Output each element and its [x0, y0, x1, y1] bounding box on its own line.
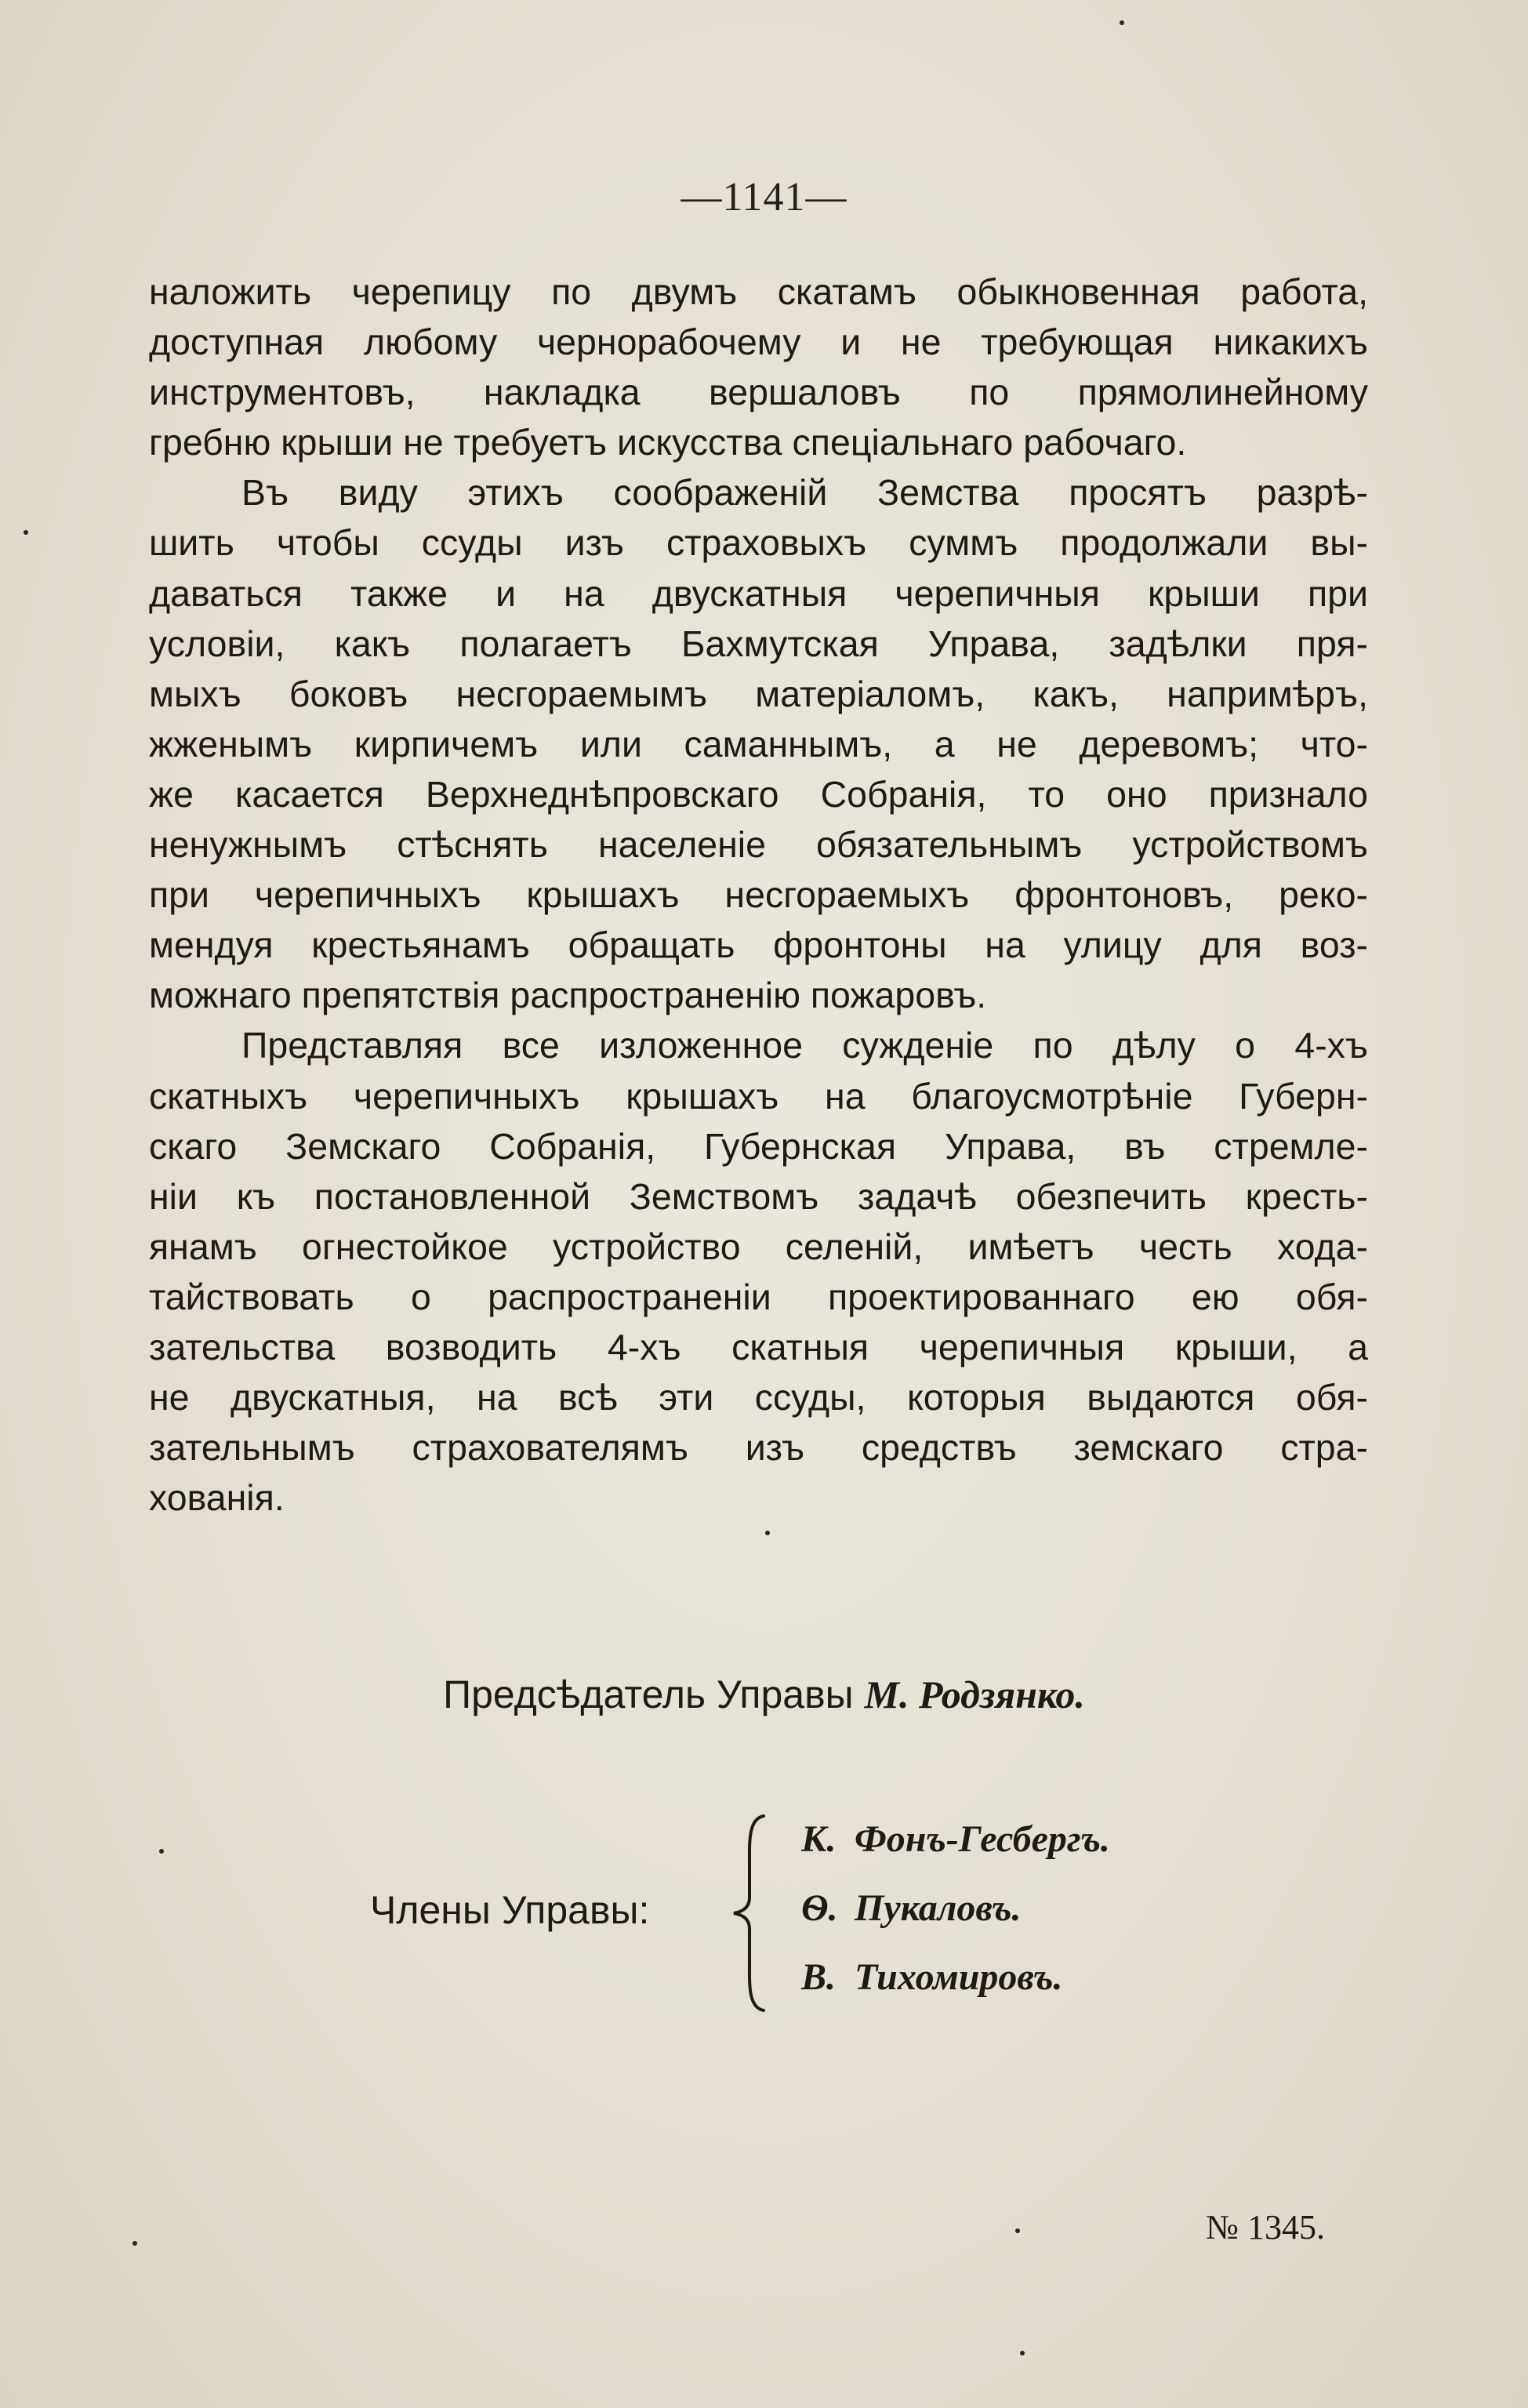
member-entry [801, 1887, 1022, 1930]
text-line: при черепичныхъ крышахъ несгораемыхъ фронтоновъ, реко- [149, 874, 1368, 916]
member-initial: Ѳ. [801, 1887, 838, 1929]
text-line: жженымъ кирпичемъ или саманнымъ, а не деревомъ; что- [149, 723, 1368, 765]
text-line: хованія. [149, 1477, 285, 1519]
chairman-label: Предсѣдатель Управы [443, 1673, 854, 1716]
text-line: зательства возводить 4-хъ скатныя черепичныя крыши, а [149, 1326, 1368, 1367]
speck [24, 530, 28, 535]
text-line: инструментовъ, накладка вершаловъ по прямолинейному [149, 372, 1368, 413]
text-line: Въ виду этихъ соображеній Земства просятъ разрѣ- [241, 472, 1368, 514]
speck [765, 1531, 770, 1535]
text-line: не двускатныя, на всѣ эти ссуды, которыя выдаются обя- [149, 1377, 1368, 1418]
member-name: Фонъ-Гесбергъ. [855, 1818, 1110, 1860]
text-line: доступная любому чернорабочему и не требующая никакихъ [149, 321, 1368, 363]
text-line: Представляя все изложенное сужденіе по дѣлу о 4-хъ [241, 1025, 1368, 1066]
member-name: Пукаловъ. [855, 1887, 1022, 1929]
speck [132, 2241, 137, 2246]
text-line: мыхъ боковъ несгораемымъ матеріаломъ, какъ, напримѣръ, [149, 673, 1368, 714]
text-line: наложить черепицу по двумъ скатамъ обыкновенная работа, [149, 271, 1368, 312]
text-line: даваться также и на двускатныя черепичныя крыши при [149, 572, 1368, 614]
chairman-signature-line [0, 1672, 1528, 1717]
text-line: условіи, какъ полагаетъ Бахмутская Управа, задѣлки пря- [149, 623, 1368, 664]
member-initial: В. [801, 1956, 837, 1998]
text-line: ненужнымъ стѣснять населеніе обязательнымъ устройствомъ [149, 824, 1368, 866]
text-line: можнаго препятствія распространенію пожаровъ. [149, 975, 987, 1016]
speck [1120, 20, 1124, 25]
text-line: мендуя крестьянамъ обращать фронтоны на улицу для воз- [149, 924, 1368, 966]
body-text [149, 267, 1368, 1523]
text-line: шить чтобы ссуды изъ страховыхъ суммъ продолжали вы- [149, 522, 1368, 564]
text-line: янамъ огнестойкое устройство селеній, имѣетъ честь хода- [149, 1226, 1368, 1267]
member-entry [801, 1818, 1110, 1861]
footer-number: № 1345. [1206, 2208, 1325, 2246]
speck [1020, 2351, 1025, 2355]
text-line: зательнымъ страхователямъ изъ средствъ земскаго стра- [149, 1427, 1368, 1469]
text-line: тайствовать о распространеніи проектированнаго ею обя- [149, 1276, 1368, 1317]
member-initial: К. [801, 1818, 837, 1860]
text-line: ніи къ постановленной Земствомъ задачѣ обезпечить кресть- [149, 1175, 1368, 1217]
brace-icon [726, 1811, 773, 2015]
member-entry [801, 1956, 1063, 1999]
chairman-signature: М. Родзянко. [864, 1673, 1085, 1716]
page-number: —1141— [681, 175, 847, 220]
member-name: Тихомировъ. [855, 1956, 1063, 1998]
speck [1015, 2228, 1020, 2233]
text-line: гребню крыши не требуетъ искусства спеціальнаго рабочаго. [149, 422, 1187, 463]
members-label: Члены Управы: [370, 1888, 650, 1932]
text-line: скатныхъ черепичныхъ крышахъ на благоусмотрѣніе Губерн- [149, 1075, 1368, 1117]
speck [159, 1849, 164, 1854]
text-line: же касается Верхнеднѣпровскаго Собранія, то оно признало [149, 773, 1368, 815]
text-line: скаго Земскаго Собранія, Губернская Управа, въ стремле- [149, 1125, 1368, 1167]
